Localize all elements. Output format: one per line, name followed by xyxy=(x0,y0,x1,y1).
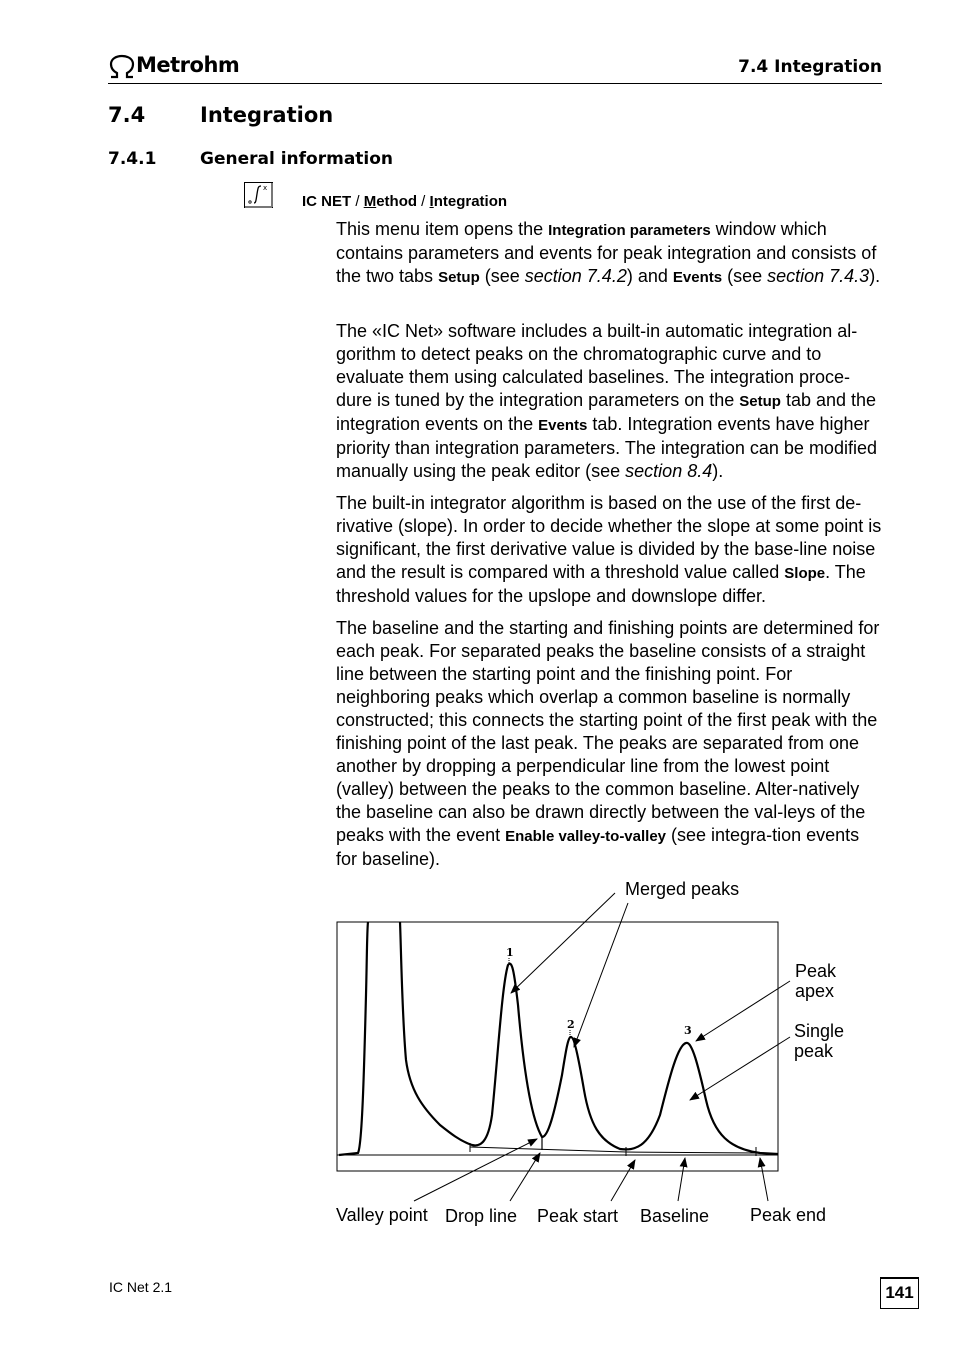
label-drop-line: Drop line xyxy=(445,1206,518,1226)
label-single-peak-line1: Single xyxy=(794,1021,845,1041)
menu-path-method: ethod xyxy=(376,193,418,210)
brand-logo xyxy=(108,52,238,82)
ui-term-integration-parameters: Integration parameters xyxy=(548,222,711,239)
baseline-segment xyxy=(626,1152,756,1153)
ui-term-slope: Slope xyxy=(784,565,826,582)
section-reference: section 7.4.2 xyxy=(524,266,627,286)
ui-term-events: Events xyxy=(672,269,723,286)
valley-point-arrow xyxy=(414,1139,537,1201)
ui-term-setup: Setup xyxy=(739,393,781,410)
menu-path-icnet: IC NET xyxy=(302,193,352,210)
peak-number-1: 1 xyxy=(506,946,514,959)
label-valley-point: Valley point xyxy=(336,1205,428,1225)
baseline-arrow xyxy=(678,1158,685,1201)
section-reference: section 8.4 xyxy=(625,461,713,481)
drop-line-arrow xyxy=(510,1153,540,1201)
menu-path-separator: / xyxy=(417,193,430,210)
integration-toolbar-icon xyxy=(244,182,273,208)
label-single-peak-line2: peak xyxy=(794,1041,834,1061)
peak-end-arrow xyxy=(760,1158,768,1201)
section-reference: section 7.4.3 xyxy=(767,266,870,286)
menu-path-method-accel: M xyxy=(363,193,377,210)
page-number-box xyxy=(880,1277,919,1309)
peak-start-arrow xyxy=(611,1160,635,1201)
ui-term-enable-valley-to-valley: Enable valley-to-valley xyxy=(505,828,667,845)
label-peak-end: Peak end xyxy=(750,1205,827,1225)
chromatogram-trace xyxy=(339,922,778,1155)
brand-name: Metrohm xyxy=(136,53,240,77)
paragraph-slope: The built-in integrator algorithm is based on the use of the first de-rivative (slope). In order to decide whether the slope at some point is significant, the first derivative value is divided by the base-line noise and the result is compared with a threshold value called Slope. The threshold values for the upslope and downslope differ. xyxy=(336,493,882,606)
paragraph-baseline: The baseline and the starting and finishing points are determined for each peak. For separated peaks the baseline consists of a straight line between the starting point and the finishing point. For neighboring peaks which overlap a common baseline is normally constructed; this connects the starting point of the first peak with the finishing point of the last peak. The peaks are separated from one another by dropping a perpendicular line from the lowest point (valley) between the peaks to the common baseline. Alter-natively the baseline can also be drawn directly between the val-leys of the peaks with the event Enable valley-to-valley (see integra-tion events for baseline). xyxy=(336,618,880,869)
header-rule xyxy=(108,83,882,84)
footer-product: IC Net 2.1 xyxy=(109,1279,173,1295)
label-merged-peaks: Merged peaks xyxy=(625,879,740,899)
single-peak-arrow xyxy=(690,1037,790,1100)
paragraph-intro: This menu item opens the Integration parameters window which contains parameters and events for peak integration and consists of the two tabs Setup (see section 7.4.2) and Events (see section 7.4.3). xyxy=(336,219,881,286)
subsection-title: General information xyxy=(200,149,394,169)
label-peak-start: Peak start xyxy=(537,1206,619,1226)
ui-term-events: Events xyxy=(538,417,588,434)
paragraph-algorithm: The «IC Net» software includes a built-in automatic integration al-gorithm to detect peaks on the chromatographic curve and to evaluate them using calculated baselines. The integration proce-dure is tuned by the integration parameters on the Setup tab and the integration events on the Events tab. Integration events have higher priority than integration parameters. The integration can be modified manually using the peak editor (see section 8.4). xyxy=(336,321,877,481)
svg-text:x: x xyxy=(263,184,268,192)
label-baseline: Baseline xyxy=(640,1206,710,1226)
chromatogram-figure xyxy=(330,875,890,1235)
subsection-number: 7.4.1 xyxy=(108,149,157,169)
menu-path-integration-accel: I xyxy=(429,193,434,210)
peak-number-3: 3 xyxy=(684,1024,692,1037)
menu-path-separator: / xyxy=(351,193,364,210)
peak-number-2: 2 xyxy=(567,1018,575,1031)
label-peak-apex-line1: Peak xyxy=(795,961,837,981)
omega-logo-icon xyxy=(108,54,136,82)
menu-path-integration: ntegration xyxy=(433,193,508,210)
baseline-segment xyxy=(470,1147,626,1152)
page-number: 141 xyxy=(885,1283,914,1302)
section-number: 7.4 xyxy=(108,103,146,127)
menu-path xyxy=(302,193,507,210)
section-title: Integration xyxy=(200,103,334,127)
peak-apex-arrow xyxy=(696,981,790,1041)
label-peak-apex-line2: apex xyxy=(795,981,835,1001)
ui-term-setup: Setup xyxy=(438,269,480,286)
running-head: 7.4 Integration xyxy=(738,57,882,77)
